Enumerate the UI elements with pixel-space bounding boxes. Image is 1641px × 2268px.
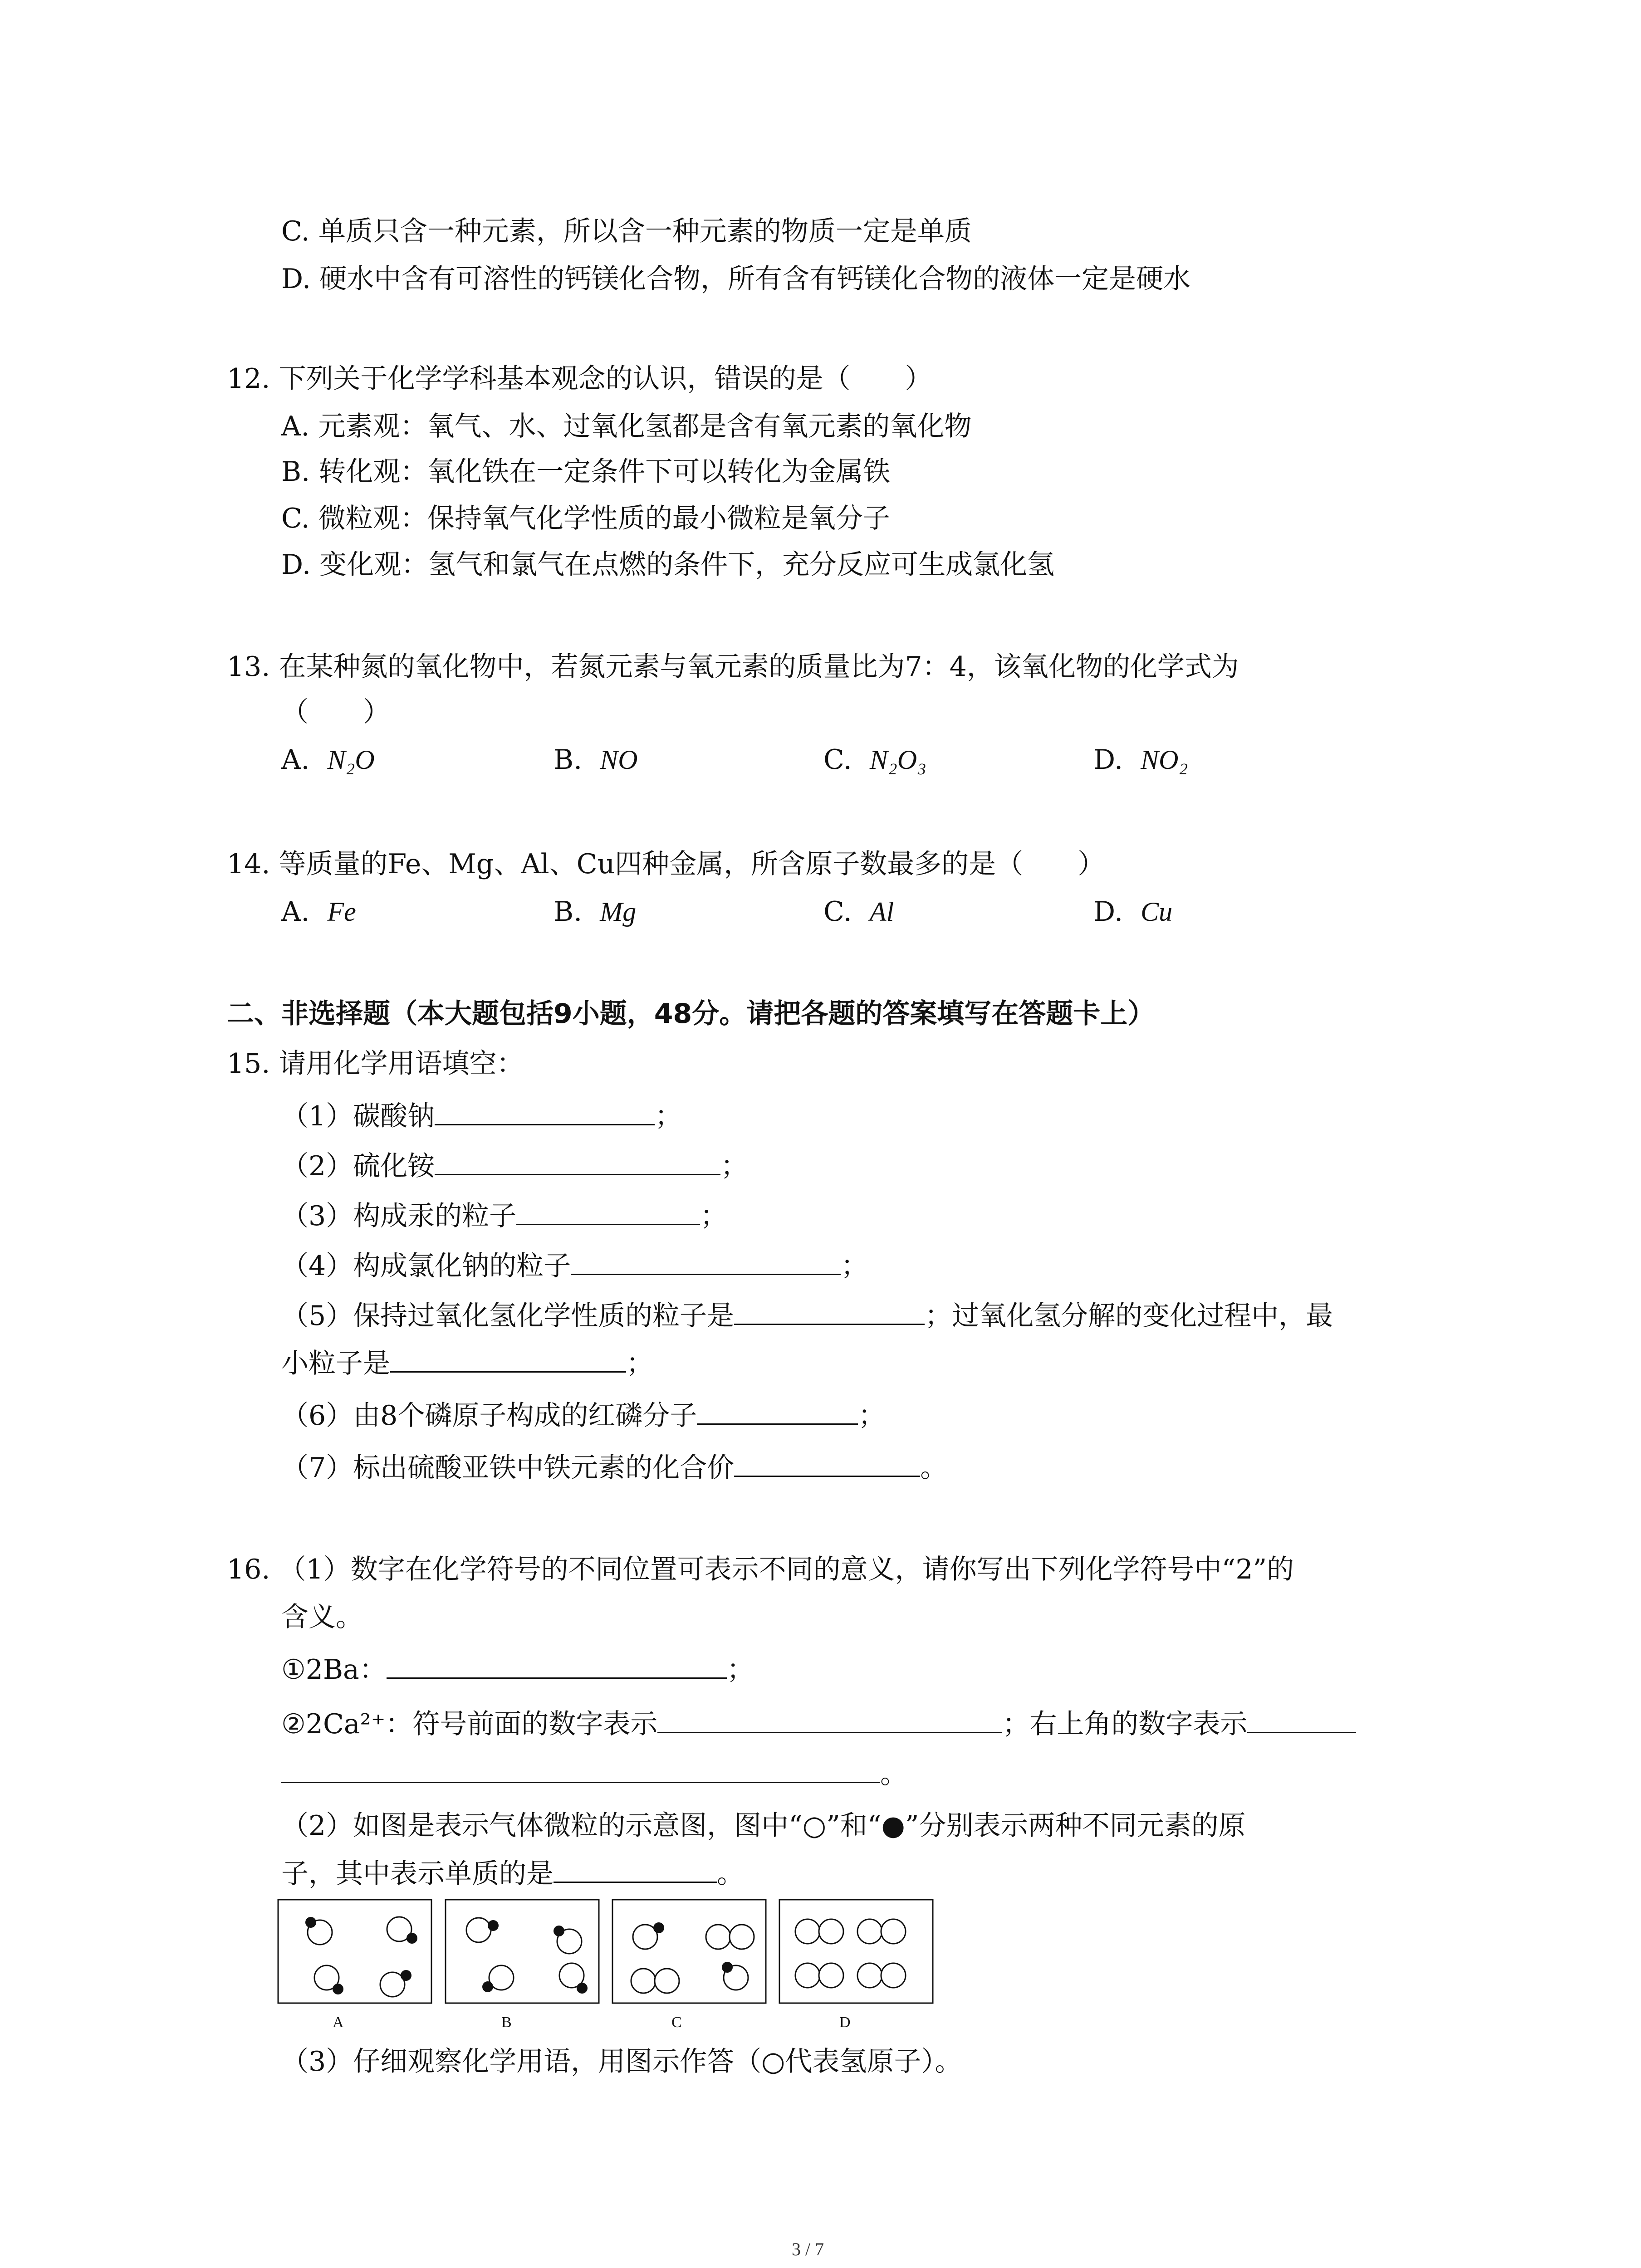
q14-option-b xyxy=(554,894,636,930)
option-label: B. xyxy=(554,744,583,776)
box-a xyxy=(278,1900,431,2003)
q15-item-2 xyxy=(281,1148,748,1184)
q16-part1-line1: 16. （1）数字在化学符号的不同位置可表示不同的意义，请你写出下列化学符号中“2”的 xyxy=(227,1554,1294,1585)
q15-item-5 xyxy=(281,1297,1333,1334)
punct: ； xyxy=(726,1654,754,1686)
option-label: D. xyxy=(1093,744,1123,776)
section-heading: 二、非选择题（本大题包括9小题，48分。请把各题的答案填写在答题卡上） xyxy=(227,998,1155,1030)
q13-option-d xyxy=(1093,742,1188,778)
answer-blank[interactable] xyxy=(571,1247,841,1275)
option-label: C. xyxy=(823,744,852,776)
item-text: （5）保持过氧化氢化学性质的粒子是 xyxy=(281,1300,735,1332)
answer-blank[interactable] xyxy=(387,1651,727,1679)
punct: 。 xyxy=(880,1758,907,1790)
q16-part1-line2: 含义。 xyxy=(281,1601,363,1633)
q13-paren: （ ） xyxy=(281,696,390,728)
q12-option-c: C. 微粒观：保持氧气化学性质的最小微粒是氧分子 xyxy=(281,503,890,534)
option-text: Al xyxy=(869,897,894,927)
item-text: ；过氧化氢分解的变化过程中，最 xyxy=(925,1300,1333,1332)
option-label: B. xyxy=(554,896,583,928)
q15-item-7 xyxy=(281,1449,947,1486)
item-text: （6）由8个磷原子构成的红磷分子 xyxy=(281,1400,697,1432)
q14-option-c xyxy=(823,894,894,930)
option-label: C. xyxy=(823,896,852,928)
answer-blank[interactable] xyxy=(390,1345,626,1373)
punct: 。 xyxy=(920,1452,948,1484)
punct: ； xyxy=(720,1150,748,1182)
q15-item-1 xyxy=(281,1098,682,1134)
symbol-text: ①2Ba： xyxy=(281,1654,387,1686)
punct: ； xyxy=(841,1250,868,1282)
item-text: 小粒子是 xyxy=(281,1348,390,1379)
q14-option-d xyxy=(1093,894,1172,930)
q15-stem: 15. 请用化学用语填空： xyxy=(227,1048,524,1080)
punct: ； xyxy=(700,1200,728,1232)
q11-option-d: D. 硬水中含有可溶性的钙镁化合物，所有含有钙镁化合物的液体一定是硬水 xyxy=(281,263,1191,295)
particle-diagram xyxy=(277,1898,939,2007)
symbol-text: ②2Ca²⁺：符号前面的数字表示 xyxy=(281,1708,658,1740)
page-number: 3 / 7 xyxy=(792,2239,824,2259)
q15-item-6 xyxy=(281,1397,885,1434)
item-text: （4）构成氯化钠的粒子 xyxy=(281,1250,571,1282)
q16-symbol-2 xyxy=(281,1706,1356,1742)
answer-blank[interactable] xyxy=(516,1198,700,1225)
q13-option-c xyxy=(823,742,926,778)
box-c xyxy=(612,1900,766,2003)
formula: NO xyxy=(600,745,638,775)
part-text: 子，其中表示单质的是 xyxy=(281,1858,554,1890)
punct: ； xyxy=(858,1400,886,1432)
formula: NO₂ xyxy=(1141,745,1188,775)
answer-blank[interactable] xyxy=(435,1148,720,1175)
answer-blank[interactable] xyxy=(734,1449,920,1477)
item-text: （7）标出硫酸亚铁中铁元素的化合价 xyxy=(281,1452,735,1484)
option-label: A. xyxy=(281,744,310,776)
q16-part2-line2 xyxy=(281,1855,744,1892)
answer-blank[interactable] xyxy=(734,1297,925,1325)
answer-blank[interactable] xyxy=(435,1098,655,1125)
figure-label-b: B xyxy=(501,2014,512,2031)
q12-option-b: B. 转化观：氧化铁在一定条件下可以转化为金属铁 xyxy=(281,456,891,488)
option-text: Mg xyxy=(600,897,637,927)
q16-symbol-1 xyxy=(281,1651,754,1688)
q14-stem: 14. 等质量的Fe、Mg、Al、Cu四种金属，所含原子数最多的是（ ） xyxy=(227,848,1105,880)
q13-option-b xyxy=(554,742,638,778)
item-text: （3）构成汞的粒子 xyxy=(281,1200,517,1232)
q12-option-a: A. 元素观：氧气、水、过氧化氢都是含有氧元素的氧化物 xyxy=(281,411,972,442)
q12-stem: 12. 下列关于化学学科基本观念的认识，错误的是（ ） xyxy=(227,363,932,395)
box-d xyxy=(779,1900,933,2003)
q13-stem: 13. 在某种氮的氧化物中，若氮元素与氧元素的质量比为7：4，该氧化物的化学式为 xyxy=(227,651,1239,683)
answer-blank[interactable] xyxy=(1247,1706,1356,1733)
punct: ； xyxy=(655,1100,682,1132)
symbol-text: ；右上角的数字表示 xyxy=(1002,1708,1248,1740)
formula: N₂O₃ xyxy=(869,745,926,775)
answer-blank[interactable] xyxy=(697,1397,858,1425)
formula: N₂O xyxy=(327,745,375,775)
q15-item-5-cont xyxy=(281,1345,653,1382)
q14-option-a xyxy=(281,894,356,930)
item-text: （1）碳酸钠 xyxy=(281,1100,435,1132)
q16-part2-line1: （2）如图是表示气体微粒的示意图，图中“○”和“●”分别表示两种不同元素的原 xyxy=(281,1810,1246,1842)
q16-symbol-2-cont xyxy=(281,1755,907,1792)
punct: ； xyxy=(626,1348,653,1379)
option-label: D. xyxy=(1093,896,1123,928)
option-text: Cu xyxy=(1141,897,1173,927)
figure-label-a: A xyxy=(333,2014,344,2031)
answer-blank[interactable] xyxy=(554,1855,717,1883)
figure-label-c: C xyxy=(671,2014,682,2031)
answer-blank[interactable] xyxy=(281,1755,880,1783)
box-b xyxy=(446,1900,599,2003)
q13-option-a xyxy=(281,742,375,778)
q16-part3: （3）仔细观察化学用语，用图示作答（○代表氢原子）。 xyxy=(281,2046,962,2077)
option-text: Fe xyxy=(327,897,356,927)
q15-item-4 xyxy=(281,1247,868,1284)
q12-option-d: D. 变化观：氢气和氯气在点燃的条件下，充分反应可生成氯化氢 xyxy=(281,549,1055,581)
punct: 。 xyxy=(717,1858,744,1890)
q15-item-3 xyxy=(281,1198,727,1234)
answer-blank[interactable] xyxy=(657,1706,1002,1733)
item-text: （2）硫化铵 xyxy=(281,1150,435,1182)
q11-option-c: C. 单质只含一种元素，所以含一种元素的物质一定是单质 xyxy=(281,215,972,247)
figure-label-d: D xyxy=(839,2014,851,2031)
option-label: A. xyxy=(281,896,310,928)
